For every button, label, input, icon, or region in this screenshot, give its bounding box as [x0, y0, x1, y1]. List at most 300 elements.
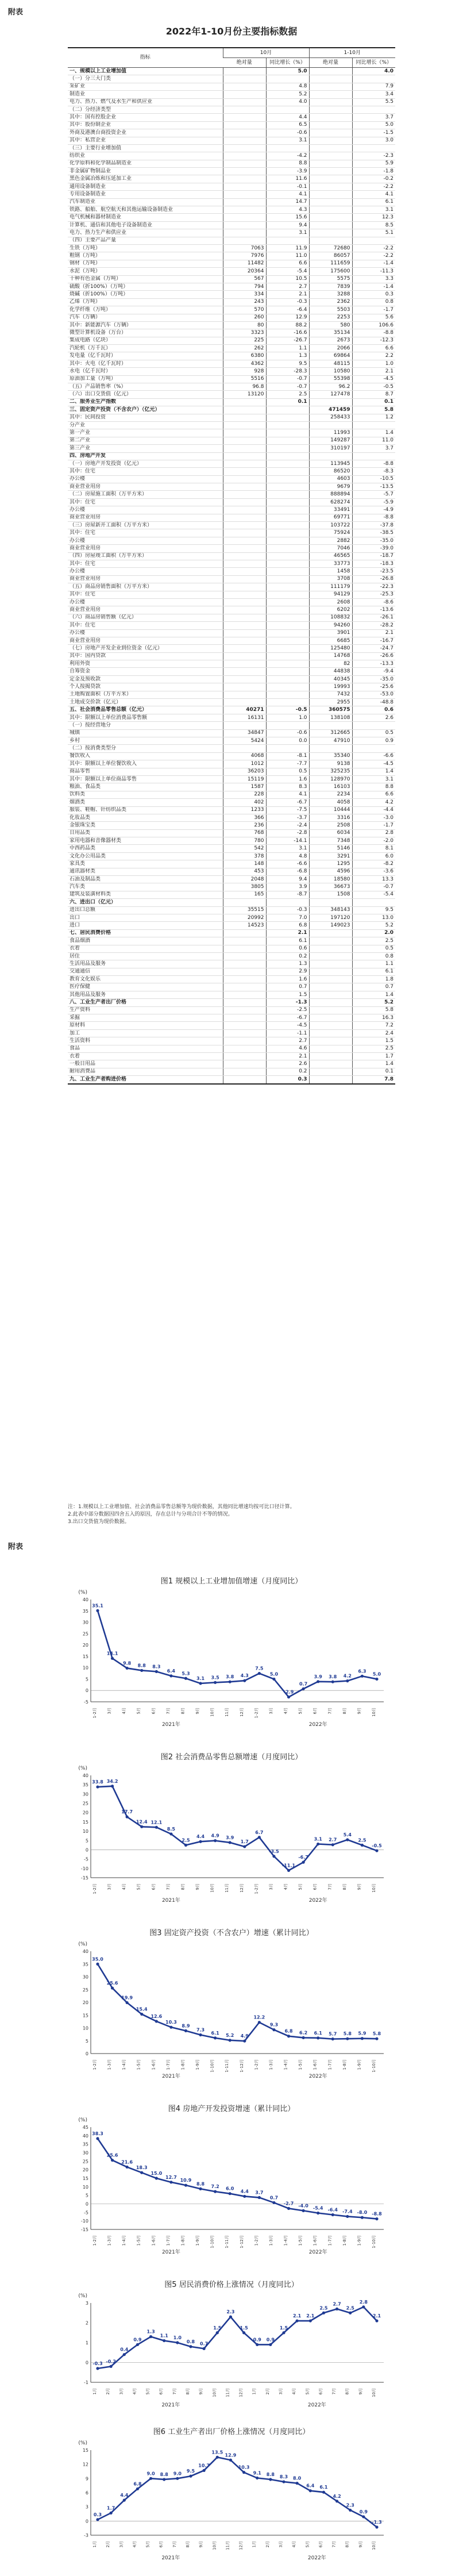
data-label: 6.4	[306, 2483, 315, 2489]
row-value-m-yoy	[266, 591, 309, 598]
row-indicator-name: 进出口总额	[68, 906, 223, 914]
row-value-y-yoy: 5.9	[352, 160, 395, 167]
table-row	[68, 645, 395, 652]
row-indicator-name: 非金属矿物制品业	[68, 168, 223, 175]
year-label: 2021年	[161, 2074, 180, 2079]
y-tick-label: 12	[82, 2462, 88, 2467]
row-value-y-yoy: -0.2	[352, 175, 395, 183]
row-indicator-name: 衣着	[68, 1053, 223, 1060]
row-value-m-abs	[223, 929, 266, 937]
row-value-m-yoy	[266, 683, 309, 691]
data-point	[216, 2456, 219, 2459]
year-label: 2022年	[307, 2555, 326, 2561]
x-tick-label: 1-2月	[92, 2059, 97, 2070]
table-row	[68, 891, 395, 898]
table-row	[68, 329, 395, 337]
row-indicator-name: 烧碱（折100%）（万吨）	[68, 291, 223, 298]
data-point	[317, 2036, 319, 2039]
row-value-y-abs: 2955	[309, 699, 352, 706]
table-row	[68, 606, 395, 614]
table-row	[68, 822, 395, 829]
y-tick-label: 5	[85, 2038, 88, 2044]
y-tick-label: 10	[82, 2025, 88, 2031]
data-point	[214, 2190, 217, 2193]
x-tick-label: 8月	[345, 2541, 350, 2548]
row-value-m-yoy	[266, 537, 309, 544]
row-value-y-yoy: 2.2	[352, 352, 395, 360]
data-label: 2.1	[293, 2313, 302, 2319]
data-label: 15.4	[136, 2006, 148, 2012]
row-indicator-name: 其中：住宅	[68, 498, 223, 506]
data-point	[184, 1677, 187, 1680]
row-value-m-abs	[223, 406, 266, 414]
row-value-m-yoy: -8.7	[266, 891, 309, 898]
appendix-label: 附表	[8, 1543, 24, 1551]
row-value-m-yoy	[266, 575, 309, 583]
row-value-m-abs: 20992	[223, 914, 266, 921]
data-label: 2.1	[306, 2313, 315, 2319]
figure-title: 图6 工业生产者出厂价格上涨情况（月度同比）	[153, 2428, 310, 2436]
row-indicator-name: 其中：限额以上单位餐饮收入	[68, 760, 223, 768]
x-tick-label: 9月	[358, 2388, 363, 2395]
table-row	[68, 937, 395, 945]
row-value-y-abs: 2508	[309, 822, 352, 829]
data-point	[361, 2216, 364, 2219]
row-value-m-abs: 7063	[223, 244, 266, 252]
row-value-y-abs: 36673	[309, 883, 352, 891]
note-line: 注：1.规模以上工业增加值、社会消费品零售总额等为现价数据，其他同比增速均按可比口径计算。	[68, 1504, 295, 1510]
row-indicator-name: 第二产业	[68, 437, 223, 444]
row-indicator-name: 生产资料	[68, 1006, 223, 1014]
table-notes	[68, 1504, 395, 1526]
row-value-y-yoy: 4.1	[352, 191, 395, 198]
data-point	[96, 1609, 99, 1612]
row-value-y-abs	[309, 137, 352, 144]
data-label: 9.3	[269, 2022, 279, 2028]
data-point	[155, 1670, 158, 1673]
row-value-m-yoy: -3.9	[266, 168, 309, 175]
row-value-y-abs: 19993	[309, 683, 352, 691]
x-tick-label: 3月	[119, 2541, 124, 2548]
table-row	[68, 421, 395, 429]
table-row	[68, 160, 395, 167]
table-row	[68, 445, 395, 452]
row-value-y-yoy: 1.8	[352, 976, 395, 983]
row-value-m-abs	[223, 429, 266, 437]
row-value-y-abs	[309, 198, 352, 206]
y-tick-label: 9	[85, 2476, 88, 2482]
x-tick-label: 6月	[318, 2388, 323, 2395]
year-label: 2021年	[161, 1722, 180, 1728]
row-indicator-name: （四）主要产品产量	[68, 237, 223, 244]
data-point	[258, 1836, 261, 1839]
data-label: 1.0	[173, 2335, 182, 2340]
data-label: 6.0	[226, 2186, 234, 2191]
row-indicator-name: 一般日用品	[68, 1060, 223, 1068]
data-label: 4.2	[333, 2493, 341, 2499]
row-value-y-abs: 7432	[309, 691, 352, 698]
row-value-y-abs: 7046	[309, 545, 352, 552]
row-value-m-abs	[223, 637, 266, 644]
data-label: 25.6	[106, 1981, 118, 1986]
row-value-y-yoy: -8.6	[352, 598, 395, 606]
x-tick-label: 1-10月	[372, 2059, 376, 2073]
x-tick-label: 8月	[345, 2388, 350, 2395]
row-value-y-abs	[309, 937, 352, 945]
data-point	[349, 2509, 352, 2512]
row-value-y-yoy: -4.9	[352, 506, 395, 514]
row-indicator-name: 其中：火电（亿千瓦时）	[68, 360, 223, 367]
row-value-y-yoy: -24.7	[352, 645, 395, 652]
row-value-m-yoy: 4.8	[266, 852, 309, 860]
data-point	[269, 2478, 272, 2481]
y-tick-label: 0	[85, 2201, 88, 2207]
data-point	[256, 2343, 258, 2346]
row-value-y-yoy: -2.3	[352, 152, 395, 160]
row-value-m-yoy: 4.1	[266, 191, 309, 198]
row-value-m-abs	[223, 722, 266, 729]
row-indicator-name: 商业营业用房	[68, 483, 223, 491]
row-indicator-name: （一）按经营地分	[68, 722, 223, 729]
data-point	[203, 2347, 206, 2350]
row-value-m-yoy: -1.1	[266, 1029, 309, 1037]
row-value-m-abs: 4068	[223, 752, 266, 760]
data-point	[317, 1843, 319, 1846]
data-label: 0.9	[133, 2337, 142, 2343]
data-point	[169, 2181, 172, 2183]
row-value-m-yoy: 1.5	[266, 991, 309, 998]
x-tick-label: 5月	[298, 1708, 303, 1714]
figure-3	[68, 1927, 395, 2080]
row-value-m-yoy: 0.1	[266, 398, 309, 406]
data-point	[302, 1861, 305, 1864]
data-point	[96, 2518, 99, 2521]
row-indicator-name: 商业营业用房	[68, 545, 223, 552]
data-point	[242, 2331, 245, 2334]
row-value-y-yoy: -10.5	[352, 475, 395, 483]
row-value-m-yoy: 12.9	[266, 314, 309, 321]
data-label: 0.9	[359, 2509, 368, 2515]
table-row	[68, 83, 395, 90]
row-value-m-yoy: 6.1	[266, 937, 309, 945]
table-row	[68, 168, 395, 175]
row-value-m-abs	[223, 144, 266, 152]
data-label: 9.8	[123, 1660, 132, 1666]
row-value-y-yoy: 1.0	[352, 360, 395, 367]
row-value-y-yoy	[352, 722, 395, 729]
row-value-y-yoy: 13.0	[352, 914, 395, 921]
table-row	[68, 714, 395, 721]
row-value-y-yoy: 4.0	[352, 68, 395, 75]
row-value-y-abs: 75924	[309, 529, 352, 537]
table-row	[68, 837, 395, 845]
data-point	[184, 2029, 187, 2032]
row-value-y-yoy: -4.4	[352, 806, 395, 814]
row-value-m-yoy: -2.4	[266, 822, 309, 829]
x-tick-label: 4月	[122, 1708, 127, 1714]
row-value-m-yoy: 0.7	[266, 983, 309, 991]
row-value-m-yoy: 7.0	[266, 914, 309, 921]
y-tick-label: 10	[82, 1829, 88, 1835]
data-label: 1.7	[240, 1839, 249, 1844]
row-indicator-name: 八、工业生产者出厂价格	[68, 999, 223, 1006]
data-label: 3.5	[211, 1675, 219, 1681]
y-tick-label: -5	[84, 1856, 88, 1862]
data-point	[169, 1674, 172, 1677]
x-tick-label: 1-6月	[312, 2059, 318, 2070]
row-value-m-abs: 3805	[223, 883, 266, 891]
row-indicator-name: 石油及制品类	[68, 876, 223, 883]
row-value-y-abs: 6034	[309, 829, 352, 837]
row-value-y-abs: 18580	[309, 876, 352, 883]
data-label: 10.9	[180, 2178, 192, 2183]
table-row	[68, 768, 395, 775]
row-indicator-name: 水电（亿千瓦时）	[68, 368, 223, 375]
row-value-m-abs	[223, 699, 266, 706]
row-indicator-name: （二）房屋施工面积（万平方米）	[68, 491, 223, 498]
row-value-m-abs	[223, 414, 266, 421]
row-value-m-yoy: 15.6	[266, 214, 309, 221]
row-indicator-name: 其中：限额以上单位商品零售	[68, 775, 223, 783]
row-value-m-yoy	[266, 622, 309, 629]
row-value-m-abs: 34847	[223, 729, 266, 737]
table-row	[68, 114, 395, 121]
row-value-m-yoy: -26.7	[266, 337, 309, 344]
row-value-y-abs: 5146	[309, 845, 352, 852]
row-value-m-abs	[223, 214, 266, 221]
data-label: 8.3	[152, 1664, 161, 1670]
row-value-y-abs: 175600	[309, 268, 352, 275]
row-value-y-abs	[309, 1022, 352, 1029]
row-value-m-yoy: 5.0	[266, 68, 309, 75]
data-point	[375, 1678, 378, 1681]
data-label: 0.7	[299, 1681, 308, 1687]
data-point	[126, 2166, 129, 2169]
table-row	[68, 722, 395, 729]
row-value-y-yoy: 0.5	[352, 945, 395, 952]
row-value-m-yoy	[266, 468, 309, 475]
row-value-y-abs: 149023	[309, 922, 352, 929]
row-value-y-abs	[309, 1014, 352, 1022]
row-value-m-abs	[223, 75, 266, 83]
data-point	[282, 2480, 285, 2483]
series-line	[98, 2457, 377, 2527]
data-point	[176, 2341, 179, 2344]
x-tick-label: 2月	[265, 2388, 270, 2395]
row-value-y-abs: 258433	[309, 414, 352, 421]
data-label: 2.5	[358, 1837, 366, 1843]
unit-label: (%)	[78, 1941, 87, 1947]
row-value-m-abs	[223, 452, 266, 460]
row-indicator-name: 六、进出口（亿元）	[68, 899, 223, 906]
row-value-m-yoy: 4.4	[266, 114, 309, 121]
data-point	[214, 2036, 217, 2039]
table-row	[68, 229, 395, 237]
row-indicator-name: 电力、热力生产和供应业	[68, 229, 223, 237]
row-value-m-yoy: 6.6	[266, 260, 309, 267]
row-value-m-abs	[223, 560, 266, 568]
row-value-m-abs	[223, 114, 266, 121]
table-row	[68, 1037, 395, 1045]
row-value-m-abs	[223, 999, 266, 1006]
row-value-m-abs	[223, 160, 266, 167]
row-indicator-name: 乙烯（万吨）	[68, 298, 223, 306]
x-tick-label: 3月	[119, 2388, 124, 2395]
table-row	[68, 345, 395, 352]
data-point	[331, 2213, 334, 2216]
row-value-y-abs: 86520	[309, 468, 352, 475]
row-value-m-abs	[223, 598, 266, 606]
row-indicator-name: 十种有色金属（万吨）	[68, 275, 223, 283]
y-tick-label: 10	[82, 2184, 88, 2190]
row-value-m-yoy	[266, 598, 309, 606]
row-value-y-yoy: 12.3	[352, 214, 395, 221]
x-tick-label: 5月	[136, 1708, 141, 1714]
x-tick-label: 11月	[225, 1708, 230, 1717]
x-tick-label: 7月	[331, 2388, 337, 2395]
x-tick-label: 1-9月	[195, 2059, 200, 2070]
row-value-m-yoy: 0.3	[266, 1076, 309, 1084]
data-label: 2.5	[319, 2305, 328, 2311]
row-value-y-yoy: 0.6	[352, 706, 395, 714]
figure-title: 图5 居民消费价格上涨情况（月度同比）	[164, 2281, 299, 2289]
x-tick-label: 7月	[165, 1708, 171, 1714]
row-value-y-yoy: 5.6	[352, 314, 395, 321]
data-label: 35.1	[92, 1603, 103, 1609]
series-line	[98, 1610, 377, 1697]
row-value-m-abs: 15119	[223, 775, 266, 783]
table-row	[68, 121, 395, 129]
row-value-y-abs: 48115	[309, 360, 352, 367]
row-value-y-yoy: 7.9	[352, 83, 395, 90]
row-value-m-abs	[223, 629, 266, 637]
row-value-y-abs: 312665	[309, 729, 352, 737]
row-value-m-yoy	[266, 237, 309, 244]
row-value-y-abs	[309, 121, 352, 129]
row-indicator-name: 个人按揭贷款	[68, 683, 223, 691]
row-value-y-yoy: 5.8	[352, 1006, 395, 1014]
row-value-y-yoy: 5.2	[352, 999, 395, 1006]
year-label: 2022年	[307, 2402, 326, 2408]
x-tick-label: 12月	[239, 1883, 244, 1893]
table-row	[68, 360, 395, 367]
x-tick-label: 8月	[180, 1883, 186, 1890]
row-value-y-yoy: 8.7	[352, 391, 395, 398]
x-tick-label: 4月	[292, 2541, 297, 2548]
row-value-y-yoy: 0.5	[352, 729, 395, 737]
table-row	[68, 198, 395, 206]
data-label: 6.8	[133, 2481, 142, 2487]
x-tick-label: 1-4月	[122, 2059, 127, 2070]
data-point	[346, 2037, 349, 2040]
table-row	[68, 968, 395, 975]
row-value-y-yoy: 1.4	[352, 1060, 395, 1068]
data-point	[302, 2209, 305, 2212]
x-tick-label: 1-9月	[195, 2235, 200, 2246]
data-label: 10.3	[165, 2020, 177, 2025]
row-value-m-yoy: -0.3	[266, 906, 309, 914]
row-value-m-yoy	[266, 529, 309, 537]
row-value-m-yoy: 6.5	[266, 121, 309, 129]
header-ytd-yoy: 同比增长（%）	[352, 58, 395, 68]
row-value-y-yoy: 3.1	[352, 775, 395, 783]
row-value-y-abs: 111179	[309, 583, 352, 591]
row-value-y-abs: 46565	[309, 552, 352, 560]
x-tick-label: 5月	[145, 2388, 151, 2395]
data-label: 12.4	[136, 1819, 148, 1825]
row-value-y-abs	[309, 1045, 352, 1052]
y-tick-label: 1	[85, 2340, 88, 2346]
row-value-y-yoy: 3.0	[352, 137, 395, 144]
data-label: 8.0	[293, 2475, 302, 2481]
row-value-y-abs: 138108	[309, 714, 352, 721]
line-chart	[68, 2436, 395, 2562]
row-value-m-abs	[223, 237, 266, 244]
data-label: -6.7	[298, 1855, 308, 1860]
data-point	[111, 1657, 114, 1660]
row-value-y-yoy: -37.8	[352, 522, 395, 529]
row-value-m-abs: 1012	[223, 760, 266, 768]
data-point	[229, 2192, 232, 2195]
data-label: 6.7	[255, 1829, 264, 1835]
x-tick-label: 1-11月	[225, 2059, 230, 2073]
row-value-y-yoy: 2.0	[352, 929, 395, 937]
row-indicator-name: 餐饮收入	[68, 752, 223, 760]
row-indicator-name: 采掘	[68, 1014, 223, 1022]
row-value-y-abs: 1508	[309, 891, 352, 898]
x-tick-label: 10月	[372, 1708, 376, 1717]
row-value-y-yoy: -6.6	[352, 752, 395, 760]
x-tick-label: 3月	[279, 2388, 283, 2395]
row-value-m-yoy: 3.1	[266, 229, 309, 237]
x-tick-label: 1月	[252, 2541, 257, 2548]
row-value-y-yoy: -11.3	[352, 268, 395, 275]
data-label: 35.0	[92, 1956, 103, 1962]
y-tick-label: 25	[82, 2159, 88, 2164]
row-value-m-yoy: -0.7	[266, 383, 309, 391]
indicator-table-body	[68, 68, 395, 1084]
table-row	[68, 314, 395, 321]
row-value-y-yoy: -8.2	[352, 860, 395, 868]
row-value-y-yoy: -22.3	[352, 583, 395, 591]
x-tick-label: 8月	[180, 1708, 186, 1714]
data-label: 13.5	[211, 2450, 223, 2455]
table-row	[68, 983, 395, 991]
row-value-m-abs: 570	[223, 306, 266, 314]
x-tick-label: 10月	[212, 2541, 217, 2550]
row-indicator-name: 水泥（万吨）	[68, 268, 223, 275]
x-tick-label: 2月	[106, 2541, 111, 2548]
row-value-y-abs	[309, 952, 352, 960]
data-point	[346, 2215, 349, 2218]
x-tick-label: 1-7月	[327, 2059, 333, 2070]
row-indicator-name: 办公楼	[68, 537, 223, 544]
row-value-m-yoy	[266, 675, 309, 683]
data-point	[110, 2365, 113, 2368]
row-indicator-name: 汽车类	[68, 883, 223, 891]
row-indicator-name: （七）房地产开发企业到位资金（亿元）	[68, 645, 223, 652]
table-row	[68, 952, 395, 960]
table-row	[68, 268, 395, 275]
data-point	[123, 2353, 126, 2356]
table-row	[68, 291, 395, 298]
row-value-y-yoy: -0.5	[352, 383, 395, 391]
row-value-m-abs: 5516	[223, 375, 266, 383]
row-value-y-abs: 35134	[309, 329, 352, 337]
data-label: 2.3	[226, 2309, 235, 2315]
data-point	[110, 2512, 113, 2515]
row-value-y-yoy: 1.5	[352, 1037, 395, 1045]
